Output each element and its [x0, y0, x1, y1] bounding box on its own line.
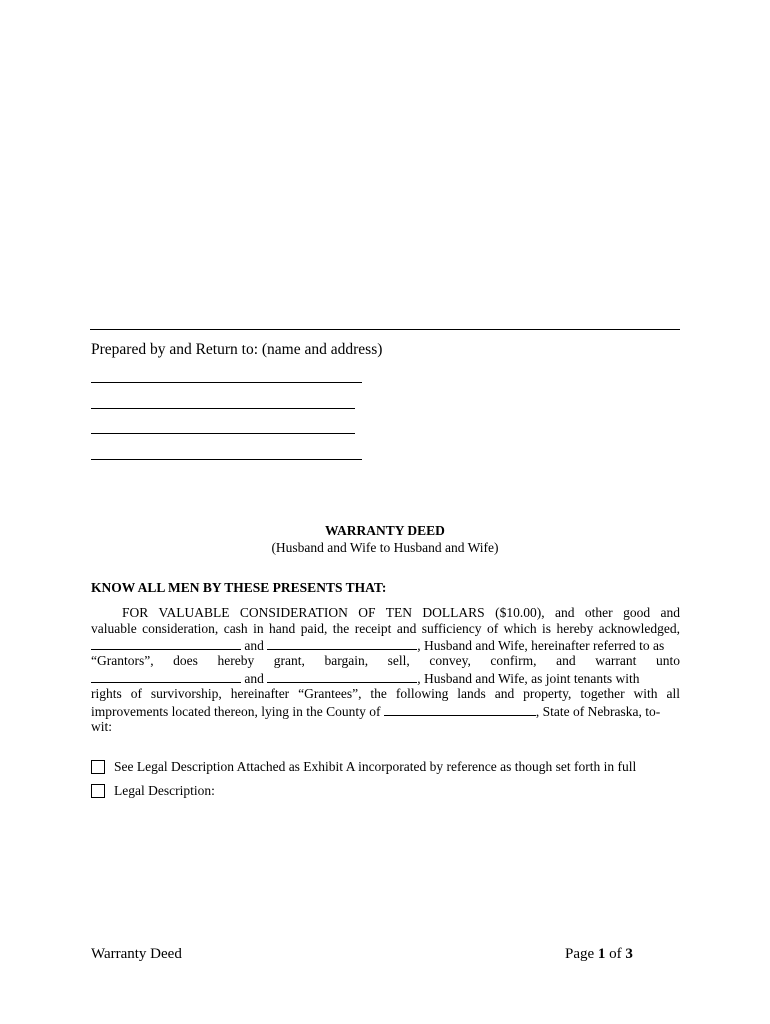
legal-description-checkbox[interactable] — [91, 784, 105, 798]
of-word: of — [609, 946, 622, 962]
grant-line: “Grantors”, does hereby grant, bargain, sell, convey, confirm, and warrant unto — [91, 653, 680, 668]
county-blank[interactable] — [384, 703, 536, 716]
grantors-line-tail: , Husband and Wife, hereinafter referred to as — [417, 638, 665, 653]
consideration-line: FOR VALUABLE CONSIDERATION OF TEN DOLLARS ($10.00), and other good and — [122, 605, 680, 620]
document-subtitle: (Husband and Wife to Husband and Wife) — [271, 540, 499, 555]
prepared-by-label: Prepared by and Return to: (name and address) — [91, 341, 383, 358]
page-current: 1 — [597, 946, 606, 962]
legal-description-label: Legal Description: — [114, 783, 215, 798]
footer-document-name: Warranty Deed — [91, 946, 182, 962]
to-wit-line: wit: — [91, 719, 113, 734]
survivorship-line: rights of survivorship, hereinafter “Grantees”, the following lands and property, together with all — [91, 686, 680, 701]
name-address-blank-2[interactable] — [91, 408, 355, 409]
grantors-names-line — [91, 637, 680, 654]
option-exhibit-a[interactable] — [91, 759, 636, 775]
and-word: and — [244, 671, 264, 686]
grantees-names-line — [91, 670, 680, 687]
exhibit-a-checkbox[interactable] — [91, 760, 105, 774]
name-address-blank-4[interactable] — [91, 459, 362, 460]
and-word: and — [244, 638, 264, 653]
page-indicator — [565, 946, 633, 963]
grantor-1-blank[interactable] — [91, 637, 241, 650]
page-word: Page — [565, 946, 595, 962]
grantee-1-blank[interactable] — [91, 670, 241, 683]
grantor-2-blank[interactable] — [267, 637, 417, 650]
grantees-line-tail: , Husband and Wife, as joint tenants with — [417, 671, 640, 686]
exhibit-a-label: See Legal Description Attached as Exhibit A incorporated by reference as though set forth in full — [114, 759, 637, 774]
county-line — [91, 703, 680, 720]
page-total: 3 — [625, 946, 633, 962]
grantee-2-blank[interactable] — [267, 670, 417, 683]
name-address-blank-3[interactable] — [91, 433, 355, 434]
county-line-head: improvements located thereon, lying in the County of — [91, 704, 381, 719]
header-divider — [90, 329, 680, 330]
consideration-line-2: valuable consideration, cash in hand paid, the receipt and sufficiency of which is hereby acknowledged, — [91, 621, 680, 636]
county-line-tail: , State of Nebraska, to- — [535, 704, 661, 719]
name-address-blank-1[interactable] — [91, 382, 362, 383]
option-legal-description[interactable] — [91, 783, 215, 799]
document-title: WARRANTY DEED — [325, 523, 445, 538]
know-all-heading: KNOW ALL MEN BY THESE PRESENTS THAT: — [91, 580, 387, 595]
